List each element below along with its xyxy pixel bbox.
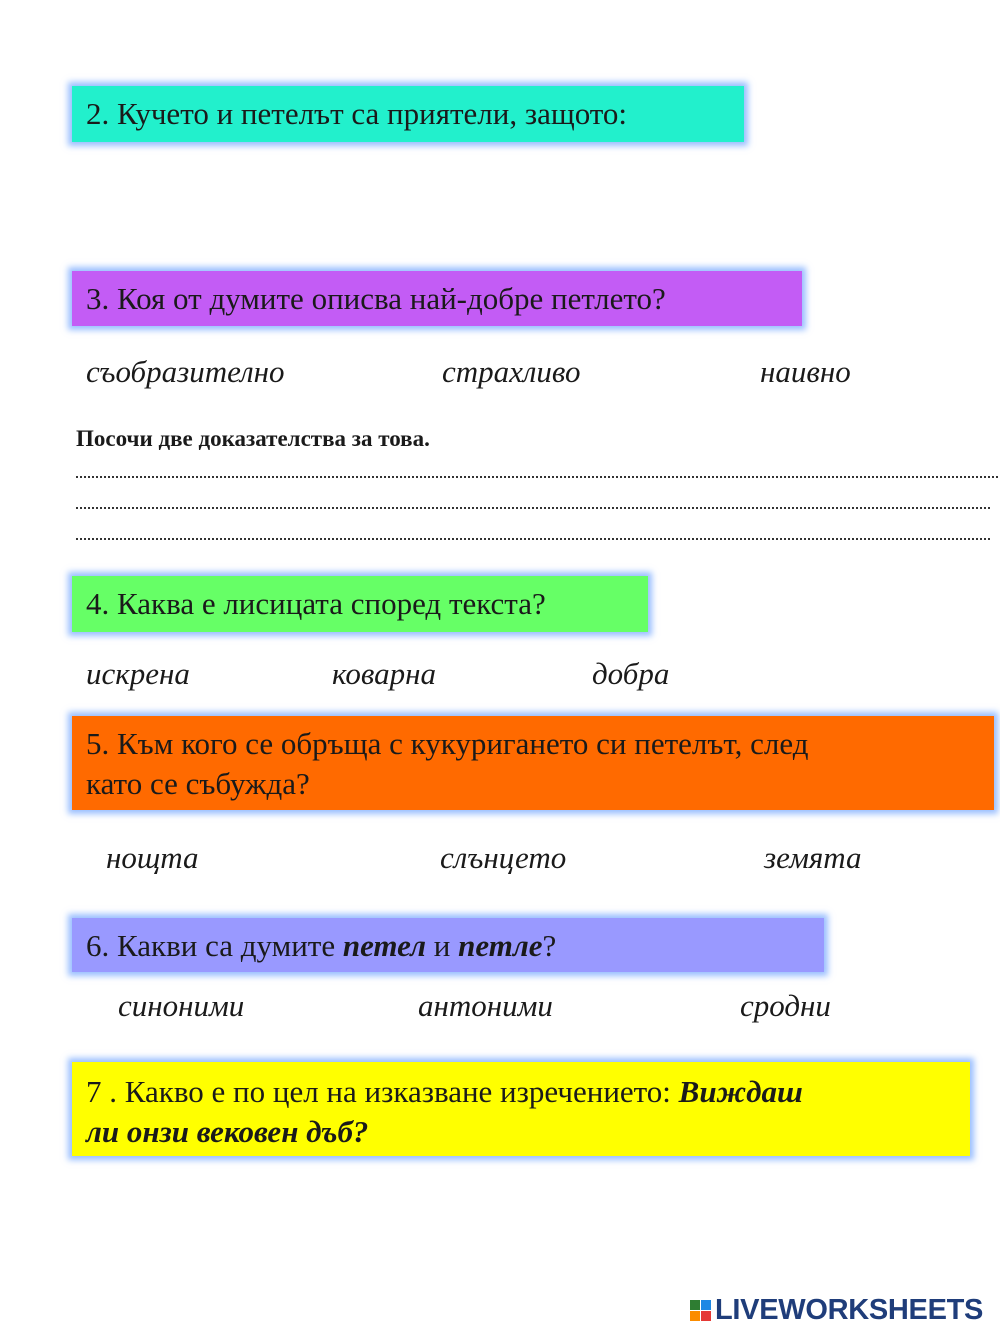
q6-option-3[interactable]: сродни xyxy=(740,988,831,1023)
q5-option-3[interactable]: земята xyxy=(764,840,862,875)
q5-option-1[interactable]: нощта xyxy=(106,840,199,875)
q3-option-2[interactable]: страхливо xyxy=(442,354,581,389)
question-2-box xyxy=(72,86,744,142)
q5-option-2[interactable]: слънцето xyxy=(440,840,567,875)
answer-line-3[interactable] xyxy=(76,524,990,540)
question-7-box xyxy=(72,1062,970,1156)
question-2-text: 2. Кучето и петелът са приятели, защото: xyxy=(86,96,628,131)
q6-option-2[interactable]: антоними xyxy=(418,988,553,1023)
question-3-box xyxy=(72,271,802,326)
question-4-box xyxy=(72,576,648,632)
q3-option-3[interactable]: наивно xyxy=(760,354,851,389)
question-5-line-1: 5. Към кого се обръща с кукуригането си петелът, след xyxy=(86,726,809,761)
q4-option-1[interactable]: искрена xyxy=(86,656,190,691)
question-6-middle: и xyxy=(426,928,459,963)
question-6-suffix: ? xyxy=(542,928,557,963)
q4-option-2[interactable]: коварна xyxy=(332,656,436,691)
q3-option-1[interactable]: съобразително xyxy=(86,354,285,389)
q4-option-3[interactable]: добра xyxy=(592,656,670,691)
instruction-text: Посочи две доказателства за това. xyxy=(76,426,430,451)
question-3-text: 3. Коя от думите описва най-добре петлето? xyxy=(86,281,666,316)
question-6-word-2: петле xyxy=(458,928,543,963)
liveworksheets-logo-icon xyxy=(690,1300,711,1321)
question-4-text: 4. Каква е лисицата според текста? xyxy=(86,586,546,621)
answer-line-2[interactable] xyxy=(76,493,990,509)
question-5-box xyxy=(72,716,994,810)
brand-text: LIVEWORKSHEETS xyxy=(715,1293,984,1326)
question-7-prefix: 7 . Какво е по цел на изказване изречението: xyxy=(86,1074,679,1109)
question-7-emphasis-1: Виждаш xyxy=(678,1074,803,1109)
question-5-line-2: като се събужда? xyxy=(86,766,310,801)
q6-option-1[interactable]: синоними xyxy=(118,988,245,1023)
liveworksheets-brand[interactable] xyxy=(690,1292,983,1328)
question-6-word-1: петел xyxy=(342,928,427,963)
question-7-emphasis-2: ли онзи вековен дъб? xyxy=(86,1114,369,1149)
question-6-box xyxy=(72,918,824,972)
question-6-prefix: 6. Какви са думите xyxy=(86,928,343,963)
answer-line-1[interactable] xyxy=(76,462,998,478)
